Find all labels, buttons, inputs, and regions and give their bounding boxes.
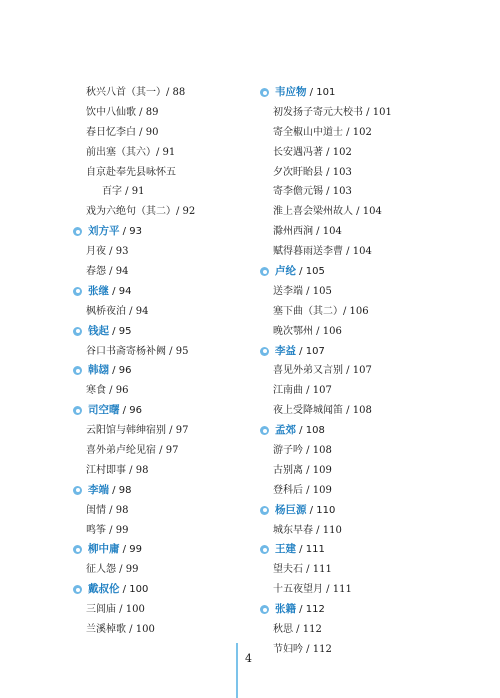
toc-poem-entry: 寄李儋元锡 / 103 xyxy=(273,186,352,198)
bullet-circle-icon xyxy=(73,227,82,236)
bullet-circle-icon xyxy=(260,506,269,515)
toc-poem-entry: 滁州西涧 / 104 xyxy=(273,226,342,238)
toc-poem-entry: 十五夜望月 / 111 xyxy=(273,584,352,596)
author-page: / 107 xyxy=(296,345,325,357)
toc-author-entry xyxy=(259,600,459,620)
page-number: 4 xyxy=(245,652,252,665)
toc-poem-entry: 寄全椒山中道士 / 102 xyxy=(273,126,372,138)
toc-poem-entry: 百字 / 91 xyxy=(102,186,145,198)
author-name: 卢纶 xyxy=(275,265,296,278)
toc-author-entry xyxy=(72,322,252,342)
author-page: / 99 xyxy=(119,544,142,556)
bullet-circle-icon xyxy=(73,545,82,554)
toc-poem-entry: 江村即事 / 98 xyxy=(86,464,149,476)
toc-author-entry xyxy=(72,401,252,421)
toc-author-entry xyxy=(72,540,252,560)
bullet-circle-icon xyxy=(73,366,82,375)
author-name: 张继 xyxy=(88,284,109,297)
toc-poem-entry: 春怨 / 94 xyxy=(86,266,129,278)
toc-poem-entry: 寒食 / 96 xyxy=(86,385,129,397)
author-page: / 108 xyxy=(296,425,325,437)
toc-poem-entry: 送李端 / 105 xyxy=(273,285,332,297)
toc-author-entry xyxy=(72,282,252,302)
toc-poem-entry: 鸣筝 / 99 xyxy=(86,524,129,536)
author-name: 李益 xyxy=(275,344,296,357)
toc-right-column xyxy=(259,83,459,660)
toc-poem-entry: 戏为六绝句（其二）/ 92 xyxy=(86,206,196,218)
author-name: 刘方平 xyxy=(88,225,120,238)
author-name: 司空曙 xyxy=(88,404,120,417)
toc-poem-entry: 秋兴八首（其一）/ 88 xyxy=(86,87,186,98)
toc-poem-entry: 饮中八仙歌 / 89 xyxy=(86,106,159,118)
toc-poem-entry: 枫桥夜泊 / 94 xyxy=(86,305,149,317)
toc-poem-entry: 喜外弟卢纶见宿 / 97 xyxy=(86,445,179,457)
toc-poem-entry: 夕次盱眙县 / 103 xyxy=(273,166,352,178)
author-page: / 112 xyxy=(296,604,325,616)
bullet-circle-icon xyxy=(73,486,82,495)
author-name: 杨巨源 xyxy=(275,503,307,516)
toc-poem-entry: 夜上受降城闻笛 / 108 xyxy=(273,405,372,417)
toc-author-entry xyxy=(259,501,459,521)
author-page: / 111 xyxy=(296,544,325,556)
toc-poem-entry: 云阳馆与韩绅宿别 / 97 xyxy=(86,425,189,437)
author-page: / 98 xyxy=(109,484,132,496)
author-name: 王建 xyxy=(275,543,296,556)
toc-poem-entry: 前出塞（其六）/ 91 xyxy=(86,146,176,158)
bullet-circle-icon xyxy=(260,88,269,97)
toc-author-entry xyxy=(259,421,459,441)
toc-poem-entry: 晚次鄂州 / 106 xyxy=(273,325,342,337)
bullet-circle-icon xyxy=(73,406,82,415)
toc-poem-entry: 喜见外弟又言别 / 107 xyxy=(273,365,372,377)
toc-author-entry xyxy=(259,342,459,362)
author-page: / 101 xyxy=(306,87,336,98)
toc-poem-entry: 塞下曲（其二）/ 106 xyxy=(273,305,369,317)
author-page: / 96 xyxy=(119,405,142,417)
toc-poem-entry: 节妇吟 / 112 xyxy=(273,643,332,655)
footer-divider xyxy=(236,643,238,698)
author-page: / 96 xyxy=(109,365,132,377)
bullet-circle-icon xyxy=(260,545,269,554)
toc-author-entry xyxy=(72,222,252,242)
author-page: / 94 xyxy=(109,285,132,297)
bullet-circle-icon xyxy=(73,327,82,336)
toc-left-column xyxy=(72,83,252,640)
bullet-circle-icon xyxy=(260,426,269,435)
toc-poem-entry: 闺情 / 98 xyxy=(86,504,129,516)
toc-author-entry xyxy=(259,540,459,560)
toc-poem-entry: 江南曲 / 107 xyxy=(273,385,332,397)
toc-poem-entry: 秋思 / 112 xyxy=(273,624,322,636)
toc-poem-entry: 春日忆李白 / 90 xyxy=(86,126,159,138)
author-name: 韦应物 xyxy=(275,86,307,98)
toc-poem-entry: 征人怨 / 99 xyxy=(86,564,139,576)
toc-author-entry xyxy=(259,83,459,103)
toc-poem-entry: 自京赴奉先县咏怀五 xyxy=(86,166,176,178)
toc-poem-entry: 谷口书斋寄杨补阙 / 95 xyxy=(86,345,189,357)
toc-author-entry xyxy=(259,262,459,282)
author-page: / 110 xyxy=(306,504,336,516)
bullet-circle-icon xyxy=(73,585,82,594)
toc-poem-entry: 兰溪棹歌 / 100 xyxy=(86,624,155,636)
toc-poem-entry: 城东早春 / 110 xyxy=(273,524,342,536)
bullet-circle-icon xyxy=(260,347,269,356)
toc-poem-entry: 三闾庙 / 100 xyxy=(86,604,145,616)
bullet-circle-icon xyxy=(260,267,269,276)
toc-author-entry xyxy=(72,580,252,600)
toc-author-entry xyxy=(72,361,252,381)
toc-poem-entry: 月夜 / 93 xyxy=(86,246,129,258)
author-name: 孟郊 xyxy=(275,424,296,437)
toc-poem-entry: 游子吟 / 108 xyxy=(273,445,332,457)
toc-poem-entry: 初发扬子寄元大校书 / 101 xyxy=(273,106,392,118)
toc-poem-entry: 赋得暮雨送李曹 / 104 xyxy=(273,246,372,258)
author-page: / 100 xyxy=(119,584,149,596)
bullet-circle-icon xyxy=(260,605,269,614)
author-page: / 95 xyxy=(109,325,132,337)
author-name: 李端 xyxy=(88,483,109,496)
author-name: 张籍 xyxy=(275,603,296,616)
toc-poem-entry: 淮上喜会梁州故人 / 104 xyxy=(273,206,382,218)
bullet-circle-icon xyxy=(73,287,82,296)
author-name: 戴叔伦 xyxy=(88,583,120,596)
author-page: / 93 xyxy=(119,226,142,238)
author-name: 柳中庸 xyxy=(88,543,120,556)
author-name: 韩翃 xyxy=(88,364,109,377)
toc-poem-entry: 望夫石 / 111 xyxy=(273,564,332,576)
author-page: / 105 xyxy=(296,266,325,278)
toc-author-entry xyxy=(72,481,252,501)
toc-poem-entry: 长安遇冯著 / 102 xyxy=(273,146,352,158)
toc-poem-entry: 登科后 / 109 xyxy=(273,484,332,496)
toc-poem-entry: 古别离 / 109 xyxy=(273,464,332,476)
author-name: 钱起 xyxy=(88,324,109,337)
